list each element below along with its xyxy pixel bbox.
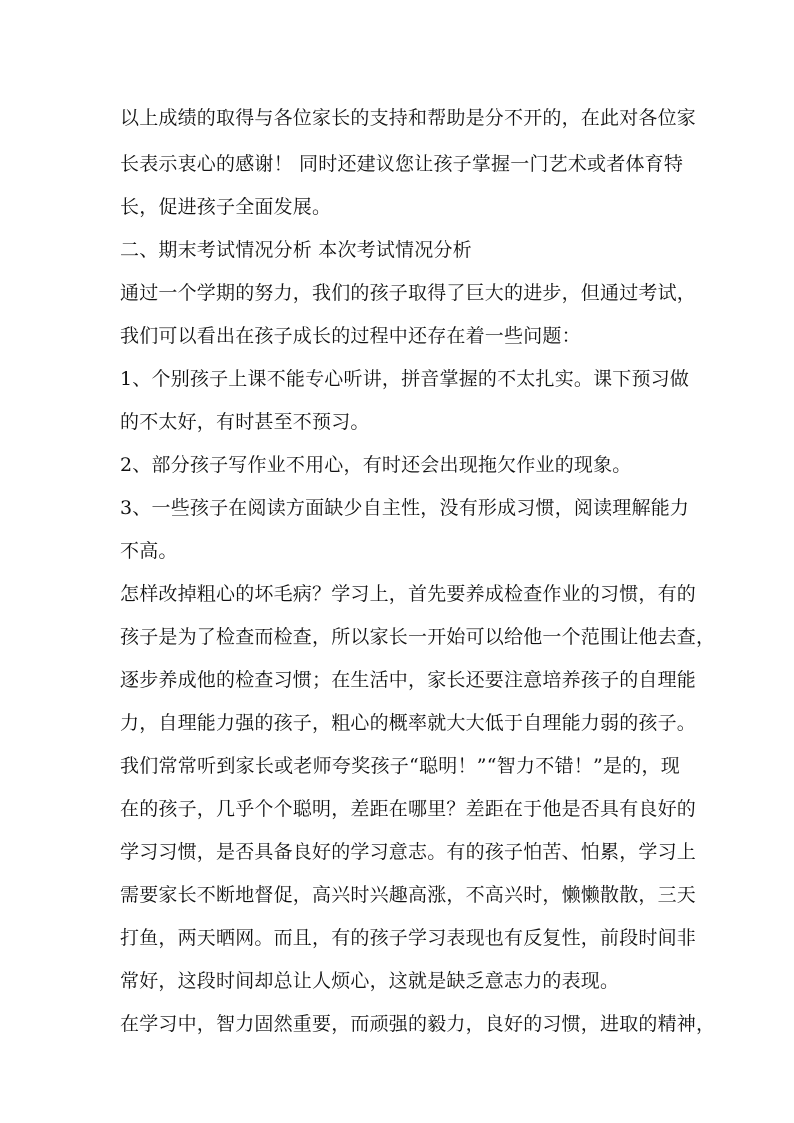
section-heading: 二、期末考试情况分析 本次考试情况分析 [120,239,472,261]
text-line: 在的孩子，几乎个个聪明，差距在哪里？差距在于他是否具有良好的 [120,798,697,820]
text-line: 学习习惯，是否具备良好的学习意志。有的孩子怕苦、怕累，学习上 [120,841,697,863]
text-line: 逐步养成他的检查习惯；在生活中，家长还要注意培养孩子的自理能 [120,669,697,691]
text-line: 力，自理能力强的孩子，粗心的概率就大大低于自理能力弱的孩子。 [120,712,697,734]
list-item: 2、部分孩子写作业不用心，有时还会出现拖欠作业的现象。 [120,454,632,476]
text-line: 长，促进孩子全面发展。 [120,196,332,218]
text-line: 我们可以看出在孩子成长的过程中还存在着一些问题： [120,325,581,347]
list-item: 3、一些孩子在阅读方面缺少自主性，没有形成习惯，阅读理解能力 [120,497,690,519]
text-line: 的不太好，有时甚至不预习。 [120,411,370,433]
text-line: 我们常常听到家长或老师夸奖孩子“聪明！”“智力不错！”是的，现 [120,755,680,777]
text-line: 以上成绩的取得与各位家长的支持和帮助是分不开的，在此对各位家 [120,107,697,129]
text-line: 需要家长不断地督促，高兴时兴趣高涨，不高兴时，懒懒散散，三天 [120,884,697,906]
text-line: 在学习中，智力固然重要，而顽强的毅力，良好的习惯，进取的精神， [120,1013,716,1035]
text-line: 孩子是为了检查而检查，所以家长一开始可以给他一个范围让他去查， [120,626,716,648]
text-line: 通过一个学期的努力，我们的孩子取得了巨大的进步，但通过考试， [120,282,697,304]
text-line: 常好，这段时间却总让人烦心，这就是缺乏意志力的表现。 [120,970,620,992]
text-line: 不高。 [120,540,178,562]
text-line: 怎样改掉粗心的坏毛病？学习上，首先要养成检查作业的习惯，有的 [120,583,697,605]
text-line: 打鱼，两天晒网。而且，有的孩子学习表现也有反复性，前段时间非 [120,927,697,949]
text-line: 长表示衷心的感谢！ 同时还建议您让孩子掌握一门艺术或者体育特 [120,153,684,175]
list-item: 1、个别孩子上课不能专心听讲，拼音掌握的不太扎实。课下预习做 [120,368,690,390]
